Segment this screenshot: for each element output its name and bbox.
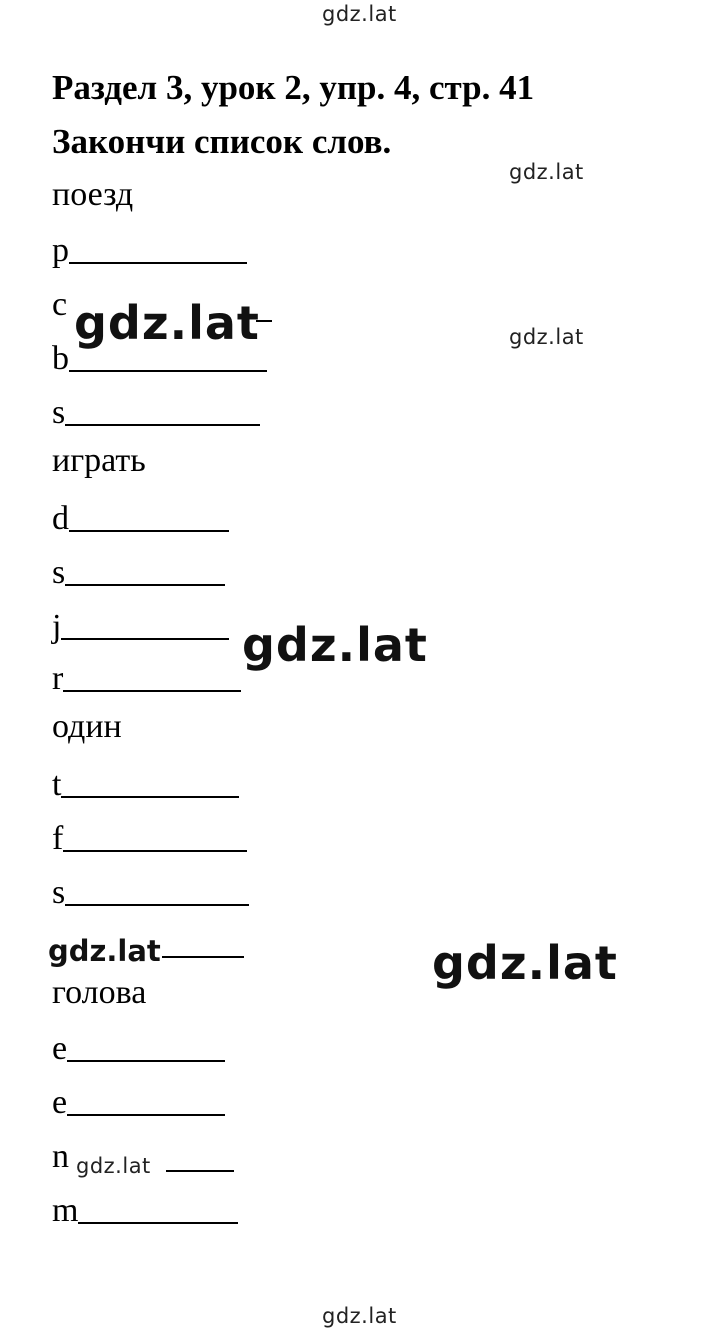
blank-line [162, 956, 244, 958]
blank-row[interactable] [52, 390, 260, 430]
blank-line [63, 850, 247, 852]
blank-line [63, 690, 241, 692]
blank-letter: e [52, 1084, 68, 1121]
blank-line [67, 1114, 225, 1116]
blank-row[interactable] [52, 228, 247, 268]
blank-letter: s [52, 394, 66, 431]
blank-row[interactable] [52, 762, 239, 802]
blank-line [78, 1222, 238, 1224]
blank-row[interactable] [52, 870, 249, 910]
word-golova: голова [52, 974, 147, 1011]
watermark-overlay-5: gdz.lat [76, 1154, 151, 1178]
blank-letter: b [52, 340, 69, 377]
blank-letter: c [52, 286, 68, 323]
blank-line [61, 796, 239, 798]
blank-row[interactable] [52, 282, 67, 322]
blank-row[interactable] [52, 656, 241, 696]
blank-line [166, 1170, 234, 1172]
blank-line [65, 584, 225, 586]
blank-line [69, 262, 247, 264]
blank-row[interactable] [52, 550, 225, 590]
word-odin: один [52, 708, 122, 745]
blank-line [61, 638, 229, 640]
blank-line [65, 904, 249, 906]
blank-row[interactable] [52, 816, 247, 856]
blank-row[interactable] [52, 496, 229, 536]
watermark-top: gdz.lat [322, 2, 397, 26]
blank-row[interactable] [52, 1134, 69, 1174]
word-poezd: поезд [52, 176, 134, 213]
blank-letter: t [52, 766, 62, 803]
blank-row[interactable] [52, 1026, 225, 1066]
blank-letter: m [52, 1192, 79, 1229]
exercise-instruction: Закончи список слов. [52, 122, 392, 161]
blank-row[interactable] [52, 604, 229, 644]
blank-line [69, 530, 229, 532]
watermark-bottom: gdz.lat [322, 1304, 397, 1328]
blank-line [69, 370, 267, 372]
blank-line [67, 1060, 225, 1062]
blank-row[interactable] [52, 1080, 225, 1120]
blank-letter: n [52, 1138, 69, 1175]
blank-line [65, 424, 260, 426]
blank-letter: d [52, 500, 69, 537]
exercise-title: Раздел 3, урок 2, упр. 4, стр. 41 [52, 68, 535, 107]
watermark-right-1: gdz.lat [509, 160, 584, 184]
blank-letter: p [52, 232, 69, 269]
blank-row[interactable] [52, 1188, 238, 1228]
word-igrat: играть [52, 442, 146, 479]
watermark-overlay-4: gdz.lat [432, 936, 618, 990]
watermark-right-2: gdz.lat [509, 325, 584, 349]
blank-letter: r [52, 660, 64, 697]
blank-letter: f [52, 820, 64, 857]
watermark-overlay-1: gdz.lat [74, 296, 260, 350]
blank-letter: s [52, 874, 66, 911]
watermark-overlay-3: gdz.lat [48, 934, 161, 968]
blank-letter: s [52, 554, 66, 591]
watermark-overlay-2: gdz.lat [242, 618, 428, 672]
blank-letter: j [52, 608, 62, 645]
blank-letter: e [52, 1030, 68, 1067]
